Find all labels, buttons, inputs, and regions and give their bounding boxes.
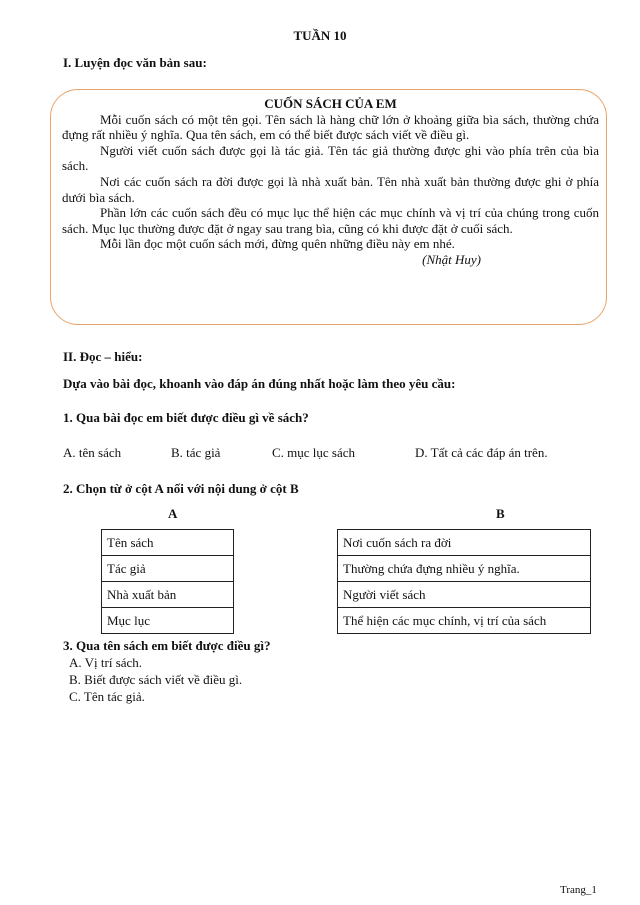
column-a-header: A bbox=[168, 506, 178, 521]
column-a-cell[interactable]: Tên sách bbox=[102, 530, 234, 556]
q3-option-c[interactable]: C. Tên tác giả. bbox=[69, 689, 145, 704]
question-3: 3. Qua tên sách em biết được điều gì? bbox=[63, 638, 271, 653]
week-title: TUẦN 10 bbox=[293, 28, 347, 43]
story-paragraph: Mỗi cuốn sách có một tên gọi. Tên sách là hàng chữ lớn ở khoảng giữa bìa sách, thường chứa đựng rất nhiều ý nghĩa. Qua tên sách, em có thể biết được sách viết về điều gì. bbox=[62, 111, 599, 143]
column-b-cell[interactable]: Thể hiện các mục chính, vị trí của sách bbox=[338, 608, 591, 634]
column-b-header: B bbox=[496, 506, 505, 521]
column-b-table bbox=[337, 529, 591, 634]
page-number: Trang_1 bbox=[560, 884, 597, 896]
story-title: CUỐN SÁCH CỦA EM bbox=[264, 96, 397, 111]
story-paragraph: Nơi các cuốn sách ra đời được gọi là nhà xuất bản. Tên nhà xuất bản thường được ghi ở phía dưới bìa sách. bbox=[62, 173, 599, 205]
story-paragraph: Mỗi lần đọc một cuốn sách mới, đừng quên những điều này em nhé. bbox=[100, 236, 455, 252]
story-paragraph: Phần lớn các cuốn sách đều có mục lục thể hiện các mục chính và vị trí của chúng trong cuốn sách. Mục lục thường được đặt ở ngay sau trang bìa, cũng có khi được đặt ở cuối sách. bbox=[62, 205, 599, 236]
section1-heading: I. Luyện đọc văn bản sau: bbox=[63, 55, 207, 70]
column-a-table bbox=[101, 529, 234, 634]
q3-option-a[interactable]: A. Vị trí sách. bbox=[69, 655, 143, 670]
column-b-cell[interactable]: Người viết sách bbox=[338, 582, 591, 608]
column-a-cell[interactable]: Nhà xuất bản bbox=[102, 582, 234, 608]
column-a-cell[interactable]: Tác giả bbox=[102, 556, 234, 582]
column-b-cell[interactable]: Thường chứa đựng nhiều ý nghĩa. bbox=[338, 556, 591, 582]
story-author: (Nhật Huy) bbox=[422, 251, 481, 267]
story-paragraph: Người viết cuốn sách được gọi là tác giả. Tên tác giả thường được ghi vào phía trên của bìa sách. bbox=[62, 142, 599, 174]
section2-heading: II. Đọc – hiểu: bbox=[63, 349, 143, 364]
question-2: 2. Chọn từ ở cột A nối với nội dung ở cột B bbox=[63, 481, 299, 496]
column-b-cell[interactable]: Nơi cuốn sách ra đời bbox=[338, 530, 591, 556]
q1-option-a[interactable]: A. tên sách bbox=[63, 445, 122, 460]
q1-option-c[interactable]: C. mục lục sách bbox=[272, 445, 356, 460]
q3-option-b[interactable]: B. Biết được sách viết về điều gì. bbox=[69, 672, 243, 687]
reading-passage bbox=[62, 96, 599, 268]
instruction-text: Dựa vào bài đọc, khoanh vào đáp án đúng nhất hoặc làm theo yêu cầu: bbox=[63, 376, 456, 391]
q1-option-b[interactable]: B. tác giả bbox=[171, 445, 221, 460]
q1-option-d[interactable]: D. Tất cả các đáp án trên. bbox=[415, 445, 548, 460]
column-a-cell[interactable]: Mục lục bbox=[102, 608, 234, 634]
question-1: 1. Qua bài đọc em biết được điều gì về sách? bbox=[63, 410, 309, 425]
